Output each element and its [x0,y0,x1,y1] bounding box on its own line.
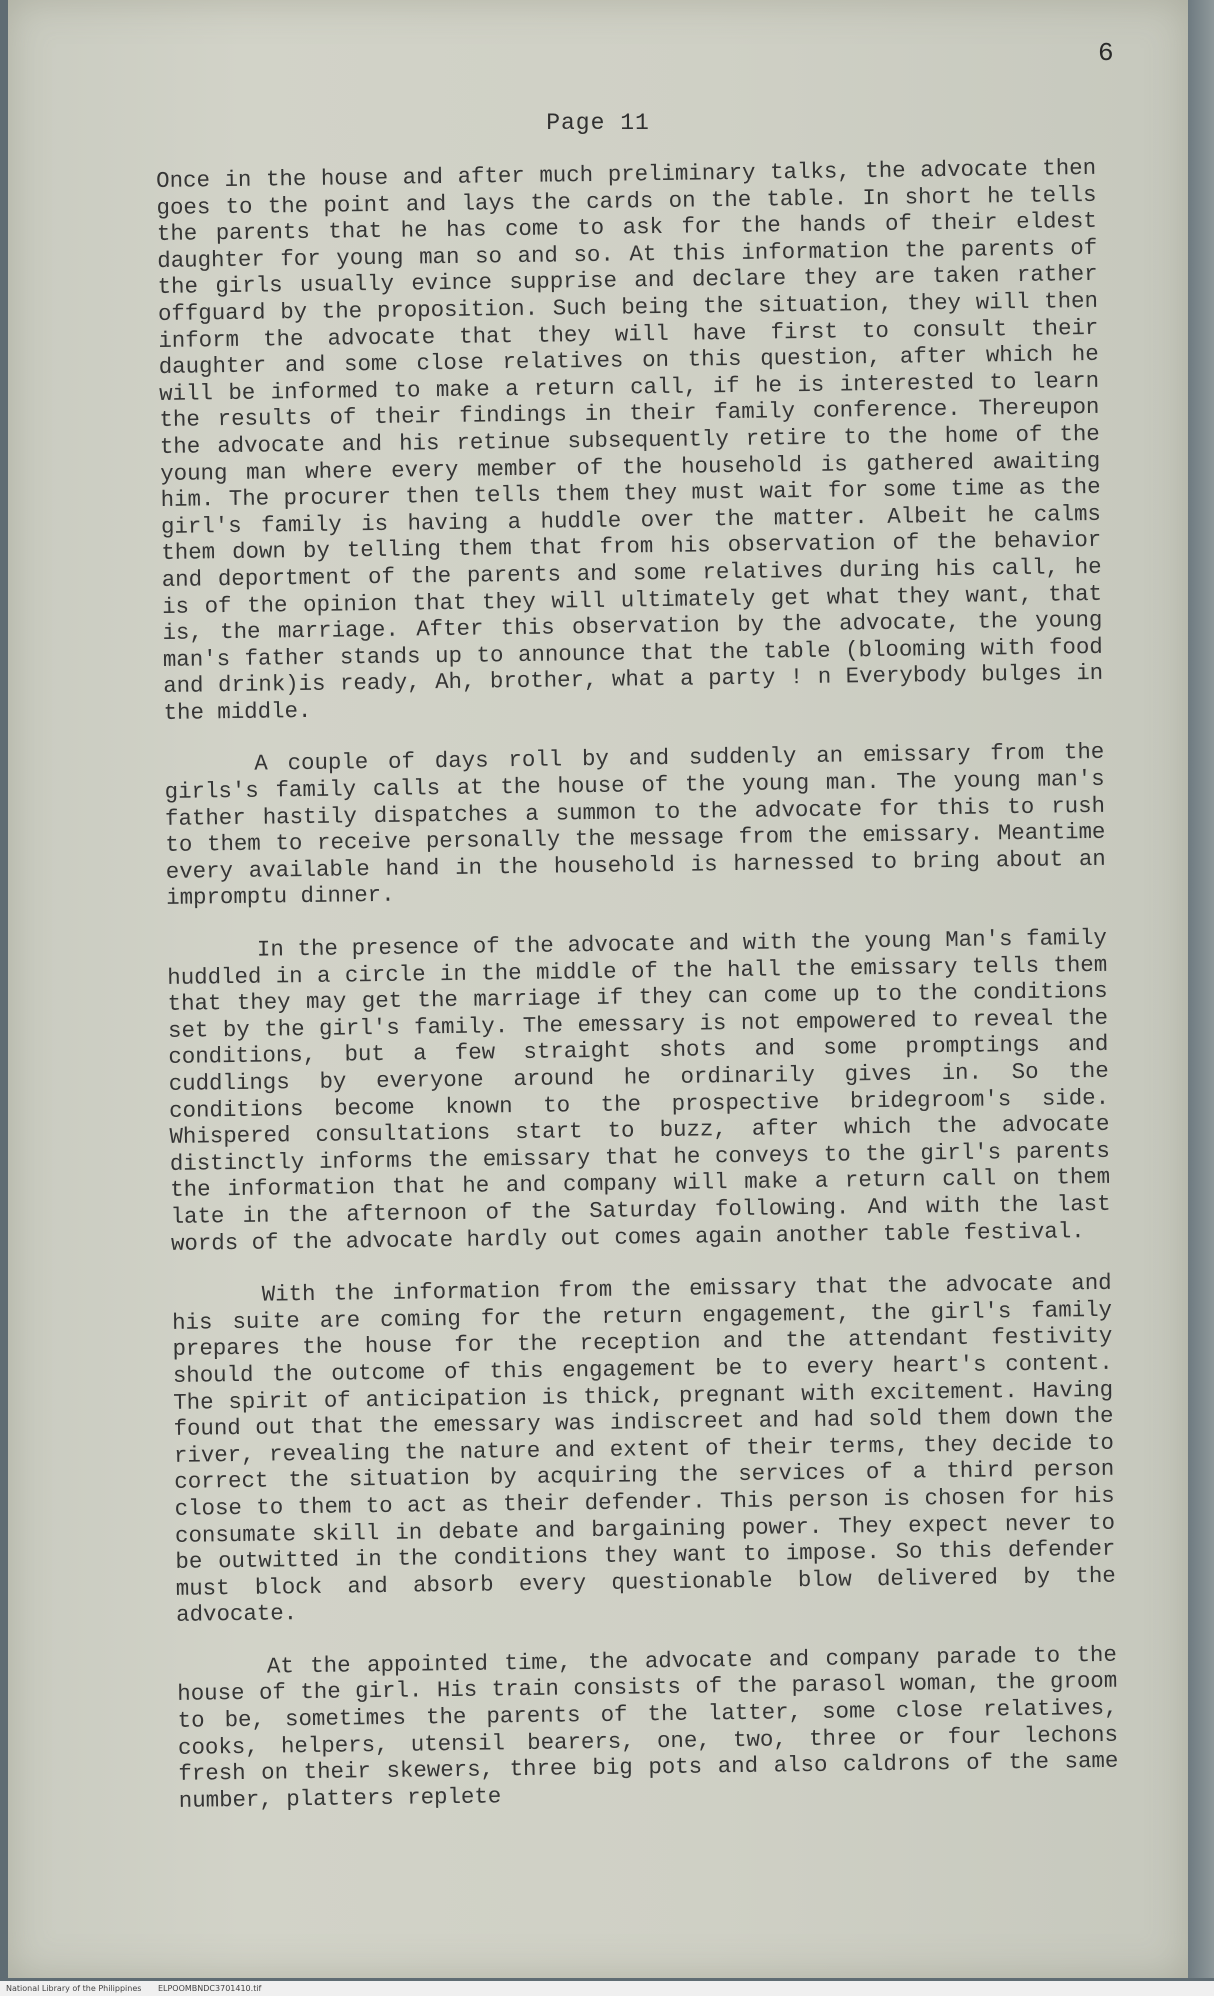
typewritten-sheet [8,0,1188,1978]
paragraph-4: With the information from the emissary that the advocate and his suite are coming for the return engagement, the girl's family prepares the house for the reception and the attendant festivity should the outcome of this engagement be to every heart's content. The spirit of anticipation is thick, pregnant with excitement. Having found out that the emessary was indiscreet and had sold them down the river, revealing the nature and extent of their terms, they decide to correct the situation by acquiring the services of a third person close to them to act as their defender. This person is chosen for his consumate skill in debate and bargaining power. They expect never to be outwitted in the conditions they want to impose. So this defender must block and absorb every questionable blow delivered by the advocate. [171,1269,1130,1629]
corner-handwritten-mark: 6 [1098,38,1114,68]
footer-file-id: ELPOOMBNDC3701410.tif [157,1984,262,1993]
document-body [156,154,1132,1840]
page-edge-shadow [1188,0,1214,1978]
footer-institution: National Library of the Philippines [6,1984,142,1993]
paragraph-1: Once in the house and after much preliminary talks, the advocate then goes to the point and lays the cards on the table. In short he tells the parents that he has come to ask for the hands of their eldest daughter for young man so and so. At this information the parents of the girls usually evince supprise and declare they are taken rather offguard by the proposition. Such being the situation, they will then inform the advocate that they will have first to consult their daughter and some close relatives on this question, after which he will be informed to make a return call, if he is interested to learn the results of their findings in their family conference. Thereupon the advocate and his retinue subsequently retire to the home of the young man where every member of the household is gathered awaiting him. The procurer then tells them they must wait for some time as the girl's family is having a huddle over the matter. Albeit he calms them down by telling them that from his observation of the behavior and deportment of the parents and some relatives during his call, he is of the opinion that they will ultimately get what they want, that is, the marriage. After this observation by the advocate, the young man's father stands up to announce that the table (blooming with food and drink)is ready, Ah, brother, what a party ! n Everybody bulges in the middle. [156,154,1117,726]
paragraph-5: At the appointed time, the advocate and company parade to the house of the girl. His train consists of the parasol woman, the groom to be, sometimes the parents of the latter, some close relatives, cooks, helpers, utensil bearers, one, two, three or four lechons fresh on their skewers, three big pots and also caldrons of the same number, platters replete [177,1641,1132,1814]
scan-footer [0,1981,1214,1996]
paragraph-3: In the presence of the advocate and with the young Man's family huddled in a circle in the middle of the hall the emissary tells them that they may get the marriage if they can come up to the conditions set by the girl's family. The emessary is not empowered to reveal the conditions, but a few straight shots and some promptings and cuddlings by everyone around he ordinarily gives in. So the conditions become known to the prospective bridegroom's side. Whispered consultations start to buzz, after which the advocate distinctly informs the emissary that he conveys to the girl's parents the information that he and company will make a return call on them late in the afternoon of the Saturday following. And with the last words of the advocate hardly out comes again another table festival. [167,924,1125,1257]
page-number-heading: Page 11 [546,110,650,136]
paragraph-2: A couple of days roll by and suddenly an emissary from the girls's family calls at the house of the young man. The young man's father hastily dispatches a summon to the advocate for this to rush to them to receive personally the message from the emissary. Meantime every available hand in the household is harnessed to bring about an impromptu dinner. [164,739,1120,912]
